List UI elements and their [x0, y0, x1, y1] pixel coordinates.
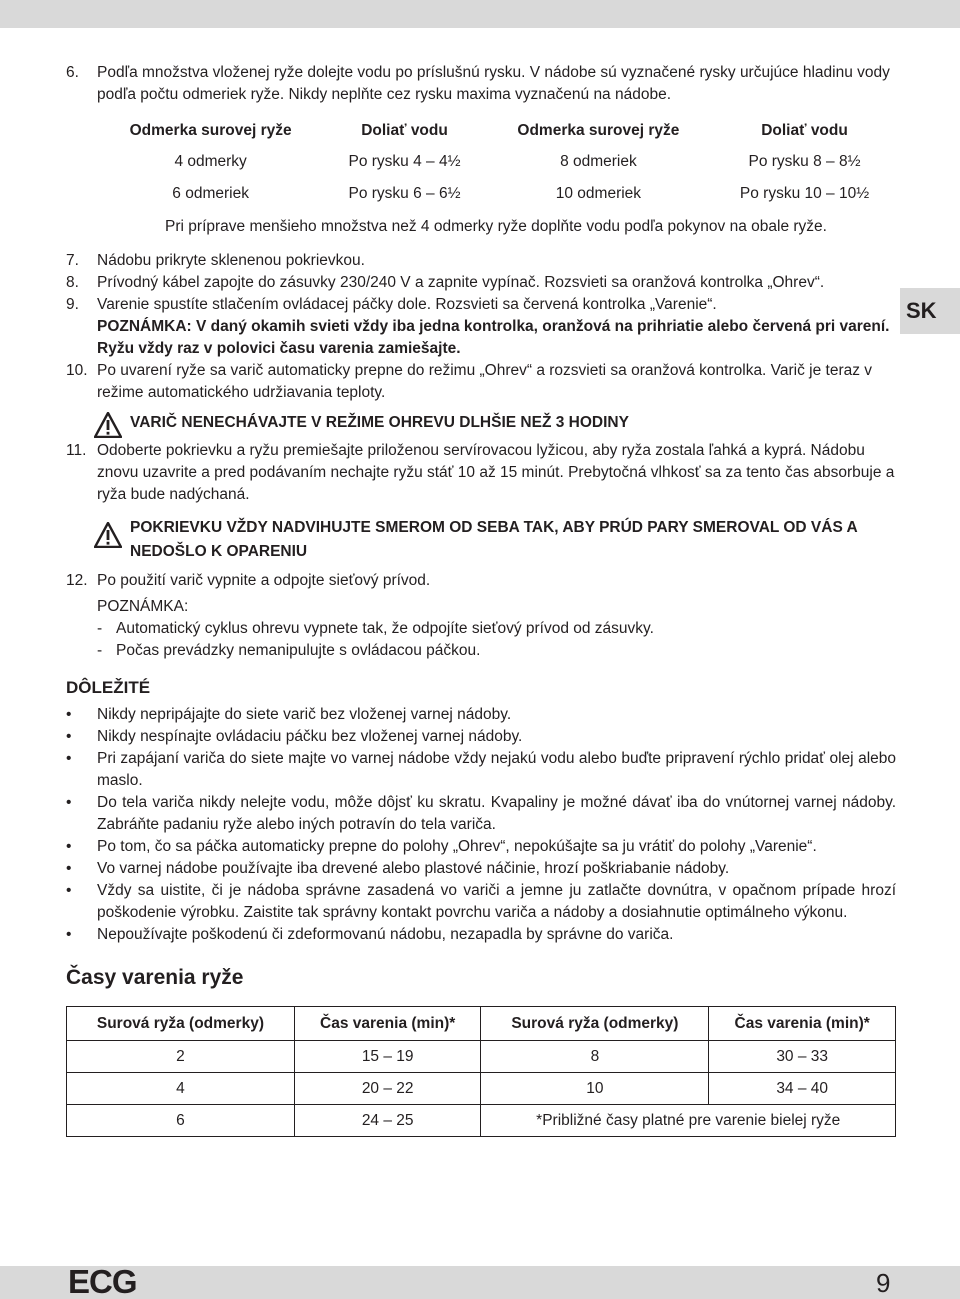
- list-item-text: Nikdy nespínajte ovládaciu páčku bez vloženej varnej nádoby.: [97, 728, 523, 745]
- page-content: [66, 62, 896, 1137]
- table-cell: 8: [481, 1041, 709, 1073]
- table-header: Odmerka surovej ryže: [517, 122, 680, 139]
- list-item-text: Do tela variča nikdy nelejte vodu, môže dôjsť ku skratu. Kvapaliny je možné dávať iba do vnútornej varnej nádoby. Zabráňte padaniu ryže alebo iných potravín do tela variča.: [97, 794, 896, 833]
- step-text: Odoberte pokrievku a ryžu premiešajte priloženou servírovacou lyžicou, aby ryža zostala ľahká a kyprá. Nádobu znovu uzavrite a pred podávaním nechajte ryžu stáť 10 až 15 minút. Prebytočná vlhkosť sa za tento čas absorbuje a ryža bude nadýchaná.: [97, 442, 895, 503]
- table-cell: 2: [67, 1041, 295, 1073]
- step-12: [66, 570, 896, 592]
- table-cell: 8 odmeriek: [560, 153, 637, 170]
- list-item-text: Po tom, čo sa páčka automaticky prepne do polohy „Ohrev“, nepokúšajte sa ju vrátiť do polohy „Varenie“.: [97, 838, 817, 855]
- table-cell: 4 odmerky: [174, 153, 247, 170]
- table-cell: Po rysku 10 – 10½: [739, 185, 870, 202]
- table-header: Surová ryža (odmerky): [481, 1007, 709, 1041]
- bullet-marker: •: [66, 926, 72, 943]
- important-heading: DÔLEŽITÉ: [66, 678, 151, 697]
- table-footnote: *Približné časy platné pre varenie bielej ryže: [481, 1105, 896, 1137]
- table-cell: 6 odmeriek: [172, 185, 249, 202]
- table-header: Doliať vodu: [361, 122, 448, 139]
- table-header: Doliať vodu: [761, 122, 848, 139]
- list-item: [66, 836, 896, 858]
- table-cell: 24 – 25: [294, 1105, 481, 1137]
- table-cell: 10: [481, 1073, 709, 1105]
- bullet-marker: •: [66, 882, 72, 899]
- bullet-marker: •: [66, 838, 72, 855]
- warning-text: VARIČ NENECHÁVAJTE V REŽIME OHREVU DLHŠIE NEŽ 3 HODINY: [130, 414, 629, 431]
- list-item: [66, 924, 896, 946]
- top-bar: [0, 0, 960, 28]
- step-10: [66, 360, 896, 404]
- step-number: 10.: [66, 362, 88, 379]
- brand-logo: ECG: [68, 1263, 137, 1299]
- step-number: 6.: [66, 64, 79, 81]
- bullet-marker: •: [66, 706, 72, 723]
- warning-box: [66, 412, 896, 434]
- step-6: [66, 62, 896, 106]
- step-number: 12.: [66, 572, 88, 589]
- bottom-bar: [0, 1266, 960, 1299]
- table-cell: Po rysku 4 – 4½: [348, 153, 461, 170]
- bullet-marker: •: [66, 750, 72, 767]
- warning-text: POKRIEVKU VŽDY NADVIHUJTE SMEROM OD SEBA TAK, ABY PRÚD PARY SMEROVAL OD VÁS A NEDOŠLO K OPARENIU: [130, 519, 858, 560]
- table-row: [67, 1105, 896, 1137]
- water-level-table: [96, 116, 896, 244]
- list-item: [66, 792, 896, 836]
- table-cell: Po rysku 8 – 8½: [748, 153, 861, 170]
- list-item-text: Nikdy nepripájajte do siete varič bez vloženej varnej nádoby.: [97, 706, 512, 723]
- table-row: [67, 1041, 896, 1073]
- table-cell: 34 – 40: [709, 1073, 896, 1105]
- step-text: Varenie spustíte stlačením ovládacej páčky dole. Rozsvieti sa červená kontrolka „Varenie“.: [97, 296, 717, 313]
- list-item: [66, 704, 896, 726]
- list-item: [66, 640, 896, 662]
- table-row: [67, 1073, 896, 1105]
- step-number: 8.: [66, 274, 79, 291]
- table-header: Čas varenia (min)*: [709, 1007, 896, 1041]
- list-item: [66, 748, 896, 792]
- step-number: 7.: [66, 252, 79, 269]
- language-tab: [900, 288, 960, 334]
- list-item-text: Vždy sa uistite, či je nádoba správne zasadená vo variči a jemne ju zatlačte dovnútra, v opačnom prípade hrozí poškodenie výrobku. Zaistite tak správny kontakt povrchu variča a nádoby a dosiahnutie optimálneho výkonu.: [97, 882, 896, 921]
- cooking-times-table: [66, 1006, 896, 1137]
- list-item-text: Pri zapájaní variča do siete majte vo varnej nádobe vždy nejakú vodu alebo buďte pripravení rýchlo pridať olej alebo maslo.: [97, 750, 896, 789]
- table-cell: 6: [67, 1105, 295, 1137]
- table-cell: 4: [67, 1073, 295, 1105]
- table-header: Čas varenia (min)*: [294, 1007, 481, 1041]
- table-row: [96, 178, 896, 210]
- bullet-marker: •: [66, 728, 72, 745]
- table-header-row: [67, 1007, 896, 1041]
- list-item: [66, 858, 896, 880]
- table-cell: Po rysku 6 – 6½: [348, 185, 461, 202]
- table-cell: 10 odmeriek: [555, 185, 642, 202]
- list-item: [66, 726, 896, 748]
- table-row: [96, 146, 896, 178]
- warning-icon: [94, 412, 122, 438]
- bullet-marker: •: [66, 794, 72, 811]
- table-header-row: [96, 116, 896, 146]
- table-cell: 20 – 22: [294, 1073, 481, 1105]
- step-text: Nádobu prikryte sklenenou pokrievkou.: [97, 252, 365, 269]
- list-item-text: Nepoužívajte poškodenú či zdeformovanú nádobu, nezapadla by správne do variča.: [97, 926, 674, 943]
- list-item: [66, 880, 896, 924]
- warning-box: [66, 516, 896, 564]
- step-9: [66, 294, 896, 360]
- table-header: Odmerka surovej ryže: [129, 122, 292, 139]
- step-8: [66, 272, 896, 294]
- step-text: Po použití varič vypnite a odpojte sieťový prívod.: [97, 572, 431, 589]
- bullet-marker: •: [66, 860, 72, 877]
- language-tab-label: SK: [906, 298, 937, 323]
- table-note-row: [96, 210, 896, 244]
- note-label: POZNÁMKA:: [97, 598, 189, 615]
- table-cell: 15 – 19: [294, 1041, 481, 1073]
- step-text: Podľa množstva vloženej ryže dolejte vodu po príslušnú rysku. V nádobe sú vyznačené rysky určujúce hladinu vody podľa počtu odmeriek ryže. Nikdy neplňte cez rysku maxima vyznačenú na nádobe.: [97, 64, 890, 103]
- list-item-text: Automatický cyklus ohrevu vypnete tak, že odpojíte sieťový prívod od zásuvky.: [116, 620, 654, 637]
- table-note: Pri príprave menšieho množstva než 4 odmerky ryže doplňte vodu podľa pokynov na obale ryže.: [165, 218, 827, 235]
- list-item-text: Počas prevádzky nemanipulujte s ovládacou páčkou.: [116, 642, 481, 659]
- dash-marker: -: [97, 620, 103, 637]
- table-cell: 30 – 33: [709, 1041, 896, 1073]
- page-number: 9: [876, 1268, 891, 1298]
- step-text: Po uvarení ryže sa varič automaticky prepne do režimu „Ohrev“ a rozsvieti sa oranžová kontrolka. Varič je teraz v režime automatického udržiavania teploty.: [97, 362, 873, 401]
- step-number: 9.: [66, 296, 79, 313]
- warning-icon: [94, 522, 122, 548]
- step-number: 11.: [66, 442, 87, 459]
- list-item: [66, 618, 896, 640]
- step-11: [66, 440, 896, 506]
- table-header: Surová ryža (odmerky): [67, 1007, 295, 1041]
- step-7: [66, 250, 896, 272]
- list-item-text: Vo varnej nádobe používajte iba drevené alebo plastové náčinie, hrozí poškriabanie nádoby.: [97, 860, 730, 877]
- step-text: Prívodný kábel zapojte do zásuvky 230/240 V a zapnite vypínač. Rozsvieti sa oranžová kontrolka „Ohrev“.: [97, 274, 825, 291]
- step-note: POZNÁMKA: V daný okamih svieti vždy iba jedna kontrolka, oranžová na prihriatie alebo červená pri varení. Ryžu vždy raz v polovici času varenia zamiešajte.: [97, 318, 890, 357]
- section-title: Časy varenia ryže: [66, 966, 244, 989]
- dash-marker: -: [97, 642, 103, 659]
